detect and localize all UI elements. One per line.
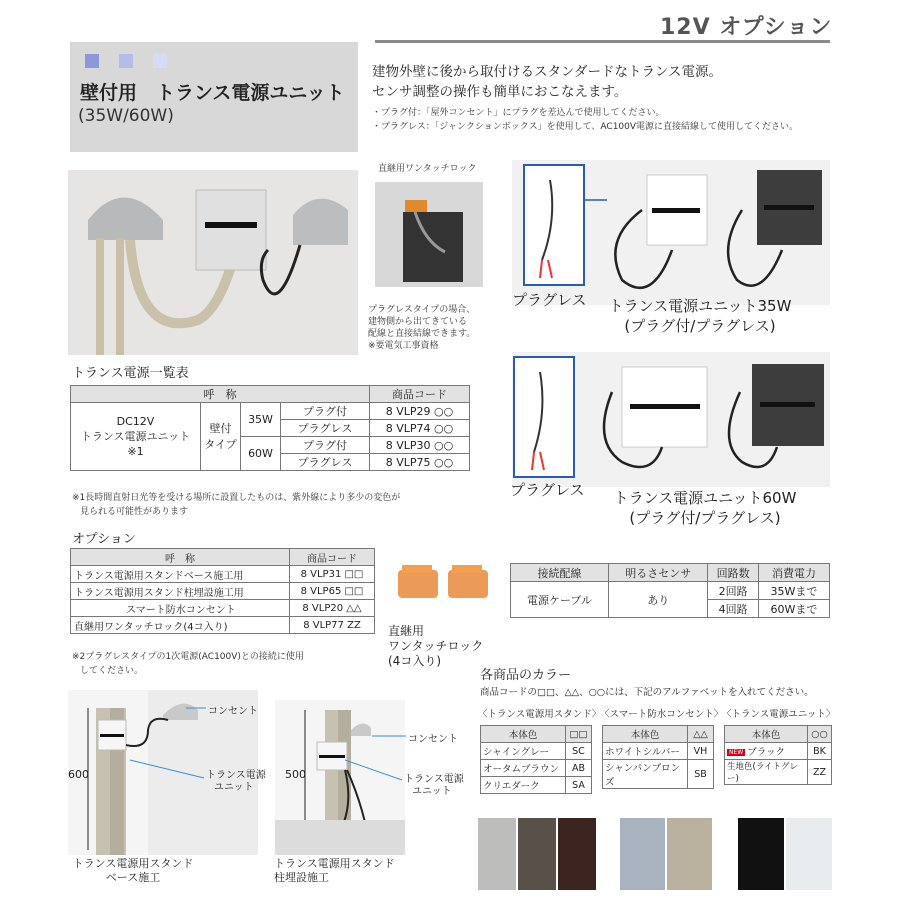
sensor-header-wiring: 接続配線	[511, 564, 609, 582]
option-code: 8 VLP65 □□	[290, 583, 375, 600]
lock-caption-3: (4コ入り)	[388, 654, 441, 668]
table-row	[511, 582, 830, 600]
color-name: シャイングレー	[481, 743, 566, 760]
color-code: SC	[566, 743, 592, 760]
spec-type: プラグ付	[281, 437, 370, 454]
spec-header-code: 商品コード	[370, 386, 470, 403]
p60-name: トランス電源ユニット60W	[613, 489, 797, 507]
wall-install-illustration	[68, 170, 358, 355]
sensor-table	[510, 563, 830, 618]
unit-35w-photo	[512, 160, 830, 305]
col-header-body: 本体色	[725, 726, 808, 743]
product-description	[372, 62, 722, 102]
color-name: ブラック	[747, 747, 786, 758]
spec-code: 8 VLP75 ○○	[370, 454, 470, 471]
color-code: VH	[688, 743, 714, 760]
spec-type: プラグレス	[281, 420, 370, 437]
spec-footnote-2: 見られる可能性があります	[80, 507, 189, 517]
swatch-white-silver	[620, 818, 665, 890]
col-header-code: ○○	[808, 726, 832, 743]
base-height: 600	[68, 768, 89, 781]
swatch-champagne-bronze	[667, 818, 712, 890]
pillar-outlet-label: コンセント	[408, 734, 458, 745]
pillar-stand-name-1: トランス電源用スタンド	[274, 857, 395, 870]
pluggless-note-4: ※要電気工事資格	[368, 341, 439, 351]
colors-desc: 商品コードの□□、△△、○○には、下記のアルファベットを入れてください。	[480, 687, 814, 698]
pillar-unit-label	[404, 774, 464, 798]
wall-install-photo	[68, 170, 358, 355]
unit-color-table	[724, 725, 832, 785]
sensor-circuits: 4回路	[708, 600, 758, 618]
spec-footnote	[72, 491, 400, 519]
stand-color-table	[480, 725, 592, 794]
spec-mount-2: タイプ	[204, 437, 237, 451]
pillar-height: 500	[285, 768, 306, 781]
lock-product-caption	[388, 624, 483, 669]
outlet-color-label: 〈スマート防水コンセント〉	[600, 709, 724, 720]
sensor-circuits: 2回路	[708, 582, 758, 600]
lock-caption: 直継用ワンタッチロック	[378, 164, 477, 174]
sensor-power: 60Wまで	[758, 600, 829, 618]
color-name: クリエダーク	[481, 777, 566, 794]
color-square-1	[85, 54, 99, 68]
base-unit-label-1: トランス電源	[206, 770, 266, 781]
spec-table-label: トランス電源一覧表	[72, 366, 189, 381]
base-stand-name-2: ベース施工	[105, 871, 161, 884]
spec-product-name-1: DC12V	[116, 415, 155, 428]
unit-35w-illustration	[512, 160, 830, 305]
usage-notes	[372, 106, 798, 134]
color-code: SB	[688, 760, 714, 789]
table-row	[71, 617, 375, 634]
options-footnote-2: してください。	[80, 666, 144, 676]
option-code: 8 VLP77 ZZ	[290, 617, 375, 634]
color-code: SA	[566, 777, 592, 794]
color-name: オータムブラウン	[481, 760, 566, 777]
sensor-header-power: 消費電力	[758, 564, 829, 582]
p35-sub: (プラグ付/プラグレス)	[624, 317, 776, 335]
outlet-color-table	[602, 725, 714, 789]
table-row	[603, 760, 714, 789]
option-name: トランス電源用スタンドベース施工用	[71, 566, 290, 583]
sensor-value: あり	[608, 582, 707, 618]
header-rule	[375, 40, 830, 43]
unit-60w-photo	[512, 352, 830, 487]
spec-mount	[201, 403, 241, 471]
swatch-crie-dark	[558, 818, 596, 890]
table-row	[71, 600, 375, 617]
spec-watt-60: 60W	[241, 437, 281, 471]
base-outlet-label: コンセント	[208, 706, 258, 717]
table-row	[725, 760, 832, 785]
spec-product-name	[71, 403, 201, 471]
options-footnote-1: ※2プラグレスタイプの1次電源(AC100V)との接続に使用	[72, 652, 304, 662]
pluggless-note-1: プラグレスタイプの場合、	[368, 305, 476, 315]
color-code: BK	[808, 743, 832, 760]
unit-color-label: 〈トランス電源ユニット〉	[722, 709, 836, 720]
table-row	[481, 760, 592, 777]
pluggless-note	[368, 304, 475, 352]
spec-type: プラグレス	[281, 454, 370, 471]
spec-mount-1: 壁付	[209, 421, 232, 435]
table-row	[603, 743, 714, 760]
note-pluggless: ・プラグレス：「ジャンクションボックス」を使用して、AC100V電源に直接結線して使用してください。	[372, 122, 799, 132]
base-unit-label	[206, 770, 266, 794]
table-row	[71, 403, 470, 420]
options-footnote	[72, 650, 304, 678]
spec-table	[70, 385, 470, 471]
spec-code: 8 VLP29 ○○	[370, 403, 470, 420]
sensor-wiring: 電源ケーブル	[511, 582, 609, 618]
col-header-body: 本体色	[481, 726, 566, 743]
table-row	[481, 777, 592, 794]
desc-line-1: 建物外壁に後から取付けるスタンダードなトランス電源。	[372, 64, 723, 80]
p35-name: トランス電源ユニット35W	[608, 297, 792, 315]
colors-title: 各商品のカラー	[480, 668, 572, 683]
option-name: スマート防水コンセント	[71, 600, 290, 617]
col-header-body: 本体色	[603, 726, 688, 743]
options-table	[70, 548, 375, 634]
swatch-autumn-brown	[518, 818, 556, 890]
sensor-header-circuits: 回路数	[708, 564, 758, 582]
options-label: オプション	[72, 532, 136, 547]
pluggless-note-3: 配線と直接結線できます。	[368, 329, 476, 339]
table-row	[71, 583, 375, 600]
product-title: 壁付用 トランス電源ユニット	[80, 82, 345, 104]
p60-pluggless-label: プラグレス	[510, 481, 585, 499]
base-unit-label-2: ユニット	[214, 782, 254, 793]
product-subtitle: (35W/60W)	[78, 106, 174, 126]
color-square-2	[119, 54, 133, 68]
base-stand-name	[68, 857, 198, 885]
sensor-power: 35Wまで	[758, 582, 829, 600]
swatch-black	[738, 818, 784, 890]
col-header-code: △△	[688, 726, 714, 743]
table-row	[725, 743, 832, 760]
desc-line-2: センサ調整の操作も簡単におこなえます。	[372, 84, 628, 100]
sensor-header-sensor: 明るさセンサ	[608, 564, 707, 582]
table-row	[481, 743, 592, 760]
lock-illustration	[375, 182, 483, 287]
pillar-unit-label-1: トランス電源	[404, 774, 464, 785]
option-name: 直継用ワンタッチロック(4コ入り)	[71, 617, 290, 634]
col-header-code: □□	[566, 726, 592, 743]
lock-product-illustration	[390, 555, 500, 620]
spec-footnote-1: ※1長時間直射日光等を受ける場所に設置したものは、紫外線により多少の変色が	[72, 493, 401, 503]
new-badge: NEW	[729, 749, 744, 756]
color-name: 生地色(ライトグレー)	[725, 760, 808, 785]
pillar-unit-label-2: ユニット	[412, 786, 452, 797]
spec-product-name-3: ※1	[127, 445, 144, 458]
spec-code: 8 VLP74 ○○	[370, 420, 470, 437]
pillar-stand-name	[274, 857, 395, 885]
lock-product-photo	[390, 555, 500, 620]
spec-product-name-2: トランス電源ユニット	[80, 430, 191, 443]
swatch-light-gray	[786, 818, 832, 890]
options-header-code: 商品コード	[290, 549, 375, 566]
options-header-name: 呼 称	[71, 549, 290, 566]
lock-caption-2: ワンタッチロック	[388, 639, 484, 653]
p35-pluggless-label: プラグレス	[512, 291, 587, 309]
lock-photo	[375, 182, 483, 287]
page-header-title: 12V オプション	[660, 15, 833, 40]
base-stand-name-1: トランス電源用スタンド	[72, 857, 194, 870]
p60-sub: (プラグ付/プラグレス)	[629, 509, 781, 527]
lock-caption-1: 直継用	[388, 624, 425, 638]
option-name: トランス電源用スタンド柱埋設施工用	[71, 583, 290, 600]
table-row	[71, 566, 375, 583]
spec-code: 8 VLP30 ○○	[370, 437, 470, 454]
color-code: AB	[566, 760, 592, 777]
swatch-shine-gray	[478, 818, 516, 890]
color-square-3	[153, 54, 167, 68]
spec-type: プラグ付	[281, 403, 370, 420]
pluggless-note-2: 建物側から出てきている	[368, 317, 468, 327]
color-code: ZZ	[808, 760, 832, 785]
pillar-stand-name-2: 柱埋設施工	[274, 871, 329, 884]
color-name: シャンパンブロンズ	[603, 760, 688, 789]
option-code: 8 VLP20 △△	[290, 600, 375, 617]
color-name: ホワイトシルバー	[603, 743, 688, 760]
unit-60w-illustration	[512, 352, 830, 487]
option-code: 8 VLP31 □□	[290, 566, 375, 583]
note-plug: ・プラグ付：「屋外コンセント」にプラグを差込んで使用してください。	[372, 108, 665, 118]
spec-header-name: 呼 称	[71, 386, 370, 403]
stand-color-label: 〈トランス電源用スタンド〉	[478, 709, 602, 720]
spec-watt-35: 35W	[241, 403, 281, 437]
